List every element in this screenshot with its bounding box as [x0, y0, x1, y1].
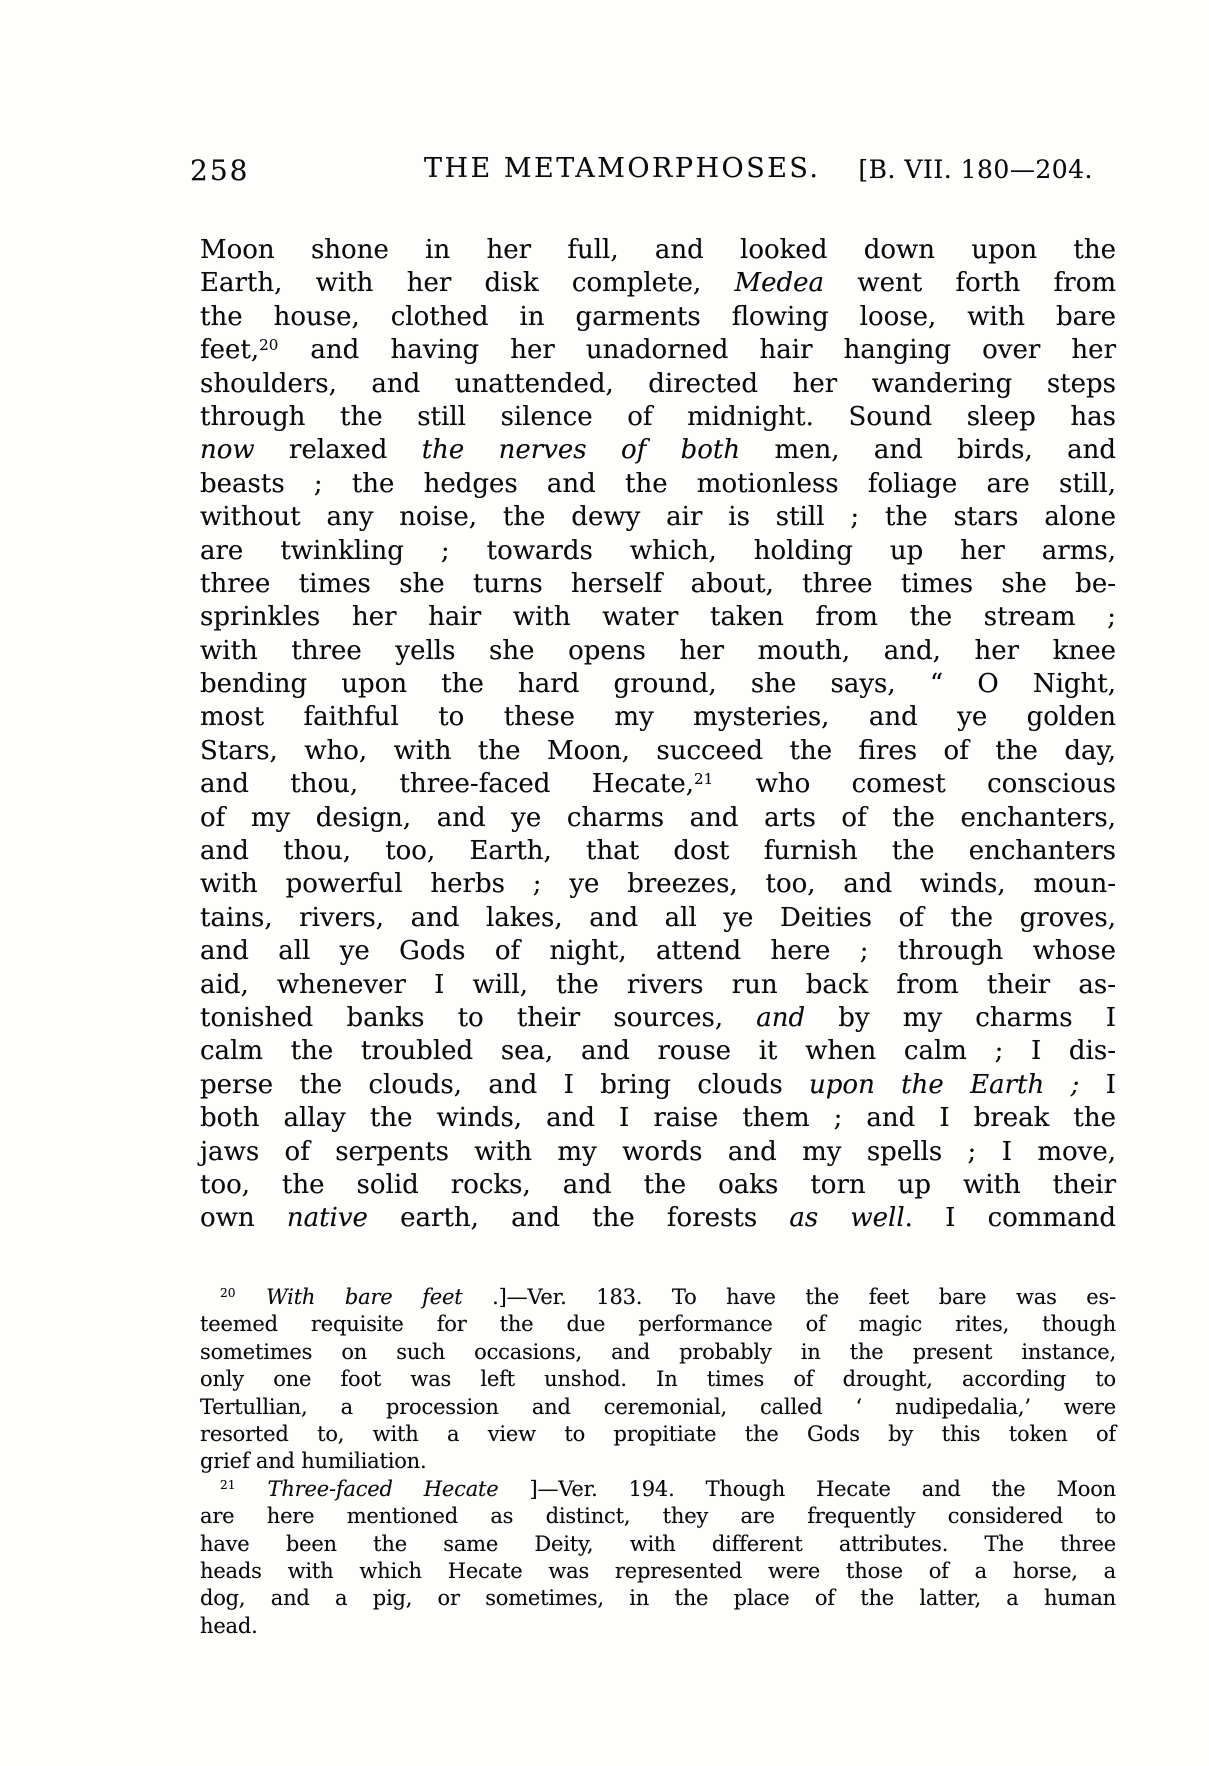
text-segment: [237, 1477, 268, 1501]
text-segment: by my charms I: [805, 1002, 1116, 1033]
text-segment: Stars, who, with the Moon, succeed the fires of the day,: [200, 735, 1116, 766]
text-line: [200, 568, 1116, 601]
text-line: [200, 301, 1116, 334]
text-segment: tonished banks to their sources,: [200, 1002, 757, 1033]
text-segment: three times she turns herself about, three times she be-: [200, 568, 1116, 599]
text-line: [200, 835, 1116, 868]
text-segment: went forth from: [824, 268, 1116, 299]
text-line: [200, 1284, 1116, 1311]
text-segment: grief and humiliation.: [200, 1449, 427, 1474]
text-line: [200, 401, 1116, 434]
text-segment: with three yells she opens her mouth, and, her knee: [200, 635, 1116, 666]
italic-text: as well: [789, 1203, 905, 1234]
text-line: [200, 334, 1116, 367]
text-line: [200, 1069, 1116, 1102]
text-line: [200, 1002, 1116, 1035]
text-segment: relaxed: [254, 435, 422, 466]
text-line: [200, 1102, 1116, 1135]
italic-text: native: [286, 1203, 368, 1234]
text-segment: both allay the winds, and I raise them ; and I break the: [200, 1103, 1116, 1134]
text-line: [200, 1136, 1116, 1169]
text-line: [200, 468, 1116, 501]
text-line: [200, 434, 1116, 467]
text-segment: dog, and a pig, or sometimes, in the place of the latter, a human: [200, 1586, 1116, 1611]
text-segment: jaws of serpents with my words and my spells ; I move,: [200, 1136, 1116, 1167]
page-header: [0, 150, 1209, 192]
text-line: [200, 668, 1116, 701]
text-line: [200, 1366, 1116, 1393]
text-line: [200, 601, 1116, 634]
text-line: [200, 501, 1116, 534]
italic-text: the nerves of both: [421, 435, 741, 466]
text-segment: are here mentioned as distinct, they are frequently considered to: [200, 1504, 1116, 1529]
text-segment: earth, and the forests: [367, 1203, 790, 1234]
text-segment: own: [200, 1203, 287, 1234]
text-segment: the house, clothed in garments flowing loose, with bare: [200, 301, 1116, 332]
text-line: [200, 1339, 1116, 1366]
body-text: [200, 234, 1116, 1236]
footnote-marker: 21: [694, 769, 714, 788]
text-line: [200, 1448, 1116, 1475]
text-line: [200, 1035, 1116, 1068]
text-line: [200, 535, 1116, 568]
italic-text: Medea: [734, 268, 825, 299]
text-segment: beasts ; the hedges and the motionless foliage are still,: [200, 468, 1116, 499]
text-segment: heads with which Hecate was represented were those of a horse, a: [200, 1558, 1116, 1583]
text-segment: shoulders, and unattended, directed her wandering steps: [200, 368, 1116, 399]
text-segment: resorted to, with a view to propitiate the Gods by this token of: [200, 1421, 1116, 1446]
text-segment: .]—Ver. 183. To have the feet bare was es-: [462, 1285, 1116, 1309]
text-segment: and thou, too, Earth, that dost furnish the enchanters: [200, 836, 1116, 867]
text-line: [200, 1394, 1116, 1421]
book-verse-reference: [B. VII. 180—204.: [858, 155, 1093, 184]
text-segment: and thou, three-faced Hecate,: [200, 769, 695, 800]
text-line: [200, 868, 1116, 901]
text-segment: and all ye Gods of night, attend here ; through whose: [200, 936, 1116, 967]
text-segment: I: [1079, 1069, 1116, 1100]
text-line: [200, 368, 1116, 401]
text-line: [200, 735, 1116, 768]
text-segment: teemed requisite for the due performance of magic rites, though: [200, 1312, 1116, 1337]
text-line: [200, 1421, 1116, 1448]
running-title: THE METAMORPHOSES.: [424, 153, 821, 184]
text-segment: and having her unadorned hair hanging over her: [279, 335, 1116, 366]
text-line: [200, 1531, 1116, 1558]
text-segment: who comest conscious: [714, 769, 1116, 800]
text-line: [200, 1311, 1116, 1338]
text-segment: Moon shone in her full, and looked down upon the: [200, 235, 1116, 265]
text-segment: Tertullian, a procession and ceremonial, called ‘ nudipedalia,’ were: [200, 1394, 1116, 1419]
text-segment: ]—Ver. 194. Though Hecate and the Moon: [498, 1476, 1117, 1501]
text-line: [200, 935, 1116, 968]
text-line: [200, 1503, 1116, 1530]
footnote-marker: 20: [259, 335, 279, 354]
italic-text: now: [200, 435, 255, 466]
text-segment: bending upon the hard ground, she says, “ O Night,: [200, 669, 1116, 700]
text-segment: sprinkles her hair with water taken from the stream ;: [200, 602, 1116, 633]
text-segment: are twinkling ; towards which, holding up her arms,: [200, 535, 1116, 566]
text-segment: calm the troubled sea, and rouse it when calm ; I dis-: [200, 1036, 1116, 1067]
text-segment: too, the solid rocks, and the oaks torn up with their: [200, 1169, 1116, 1200]
text-line: [200, 234, 1116, 267]
text-line: [200, 1613, 1116, 1640]
text-segment: [237, 1285, 267, 1309]
text-line: [200, 902, 1116, 935]
text-segment: . I command: [904, 1203, 1116, 1234]
page-number: 258: [190, 154, 250, 187]
text-segment: aid, whenever I will, the rivers run back from their as-: [200, 969, 1116, 1000]
text-line: [200, 1202, 1116, 1235]
text-segment: without any noise, the dewy air is still ; the stars alone: [200, 502, 1116, 533]
text-line: [200, 267, 1116, 300]
text-line: [200, 635, 1116, 668]
footnote-marker: 20: [220, 1286, 236, 1301]
text-segment: only one foot was left unshod. In times of drought, according to: [200, 1367, 1116, 1392]
text-line: [200, 701, 1116, 734]
text-line: [200, 1585, 1116, 1612]
footnotes: [200, 1284, 1116, 1640]
italic-text: Three-faced Hecate: [267, 1476, 499, 1501]
text-segment: Earth, with her disk complete,: [200, 268, 735, 299]
text-segment: of my design, and ye charms and arts of the enchanters,: [200, 802, 1116, 833]
text-line: [200, 768, 1116, 801]
text-segment: through the still silence of midnight. Sound sleep has: [200, 401, 1116, 432]
text-segment: have been the same Deity, with different attributes. The three: [200, 1531, 1116, 1556]
text-line: [200, 1558, 1116, 1585]
text-segment: most faithful to these my mysteries, and ye golden: [200, 702, 1116, 733]
text-segment: with powerful herbs ; ye breezes, too, and winds, moun-: [200, 869, 1116, 900]
text-segment: men, and birds, and: [740, 435, 1117, 466]
text-line: [200, 1476, 1116, 1503]
text-line: [200, 1169, 1116, 1202]
italic-text: upon the Earth ;: [809, 1069, 1080, 1100]
text-line: [200, 969, 1116, 1002]
footnote-marker: 21: [220, 1478, 236, 1493]
text-segment: perse the clouds, and I bring clouds: [200, 1069, 810, 1100]
text-segment: feet,: [200, 335, 260, 366]
text-line: [200, 802, 1116, 835]
text-segment: tains, rivers, and lakes, and all ye Deities of the groves,: [200, 902, 1116, 933]
text-segment: sometimes on such occasions, and probably in the present instance,: [200, 1339, 1116, 1364]
italic-text: With bare feet: [266, 1285, 463, 1309]
italic-text: and: [756, 1002, 806, 1033]
text-segment: head.: [200, 1613, 258, 1638]
